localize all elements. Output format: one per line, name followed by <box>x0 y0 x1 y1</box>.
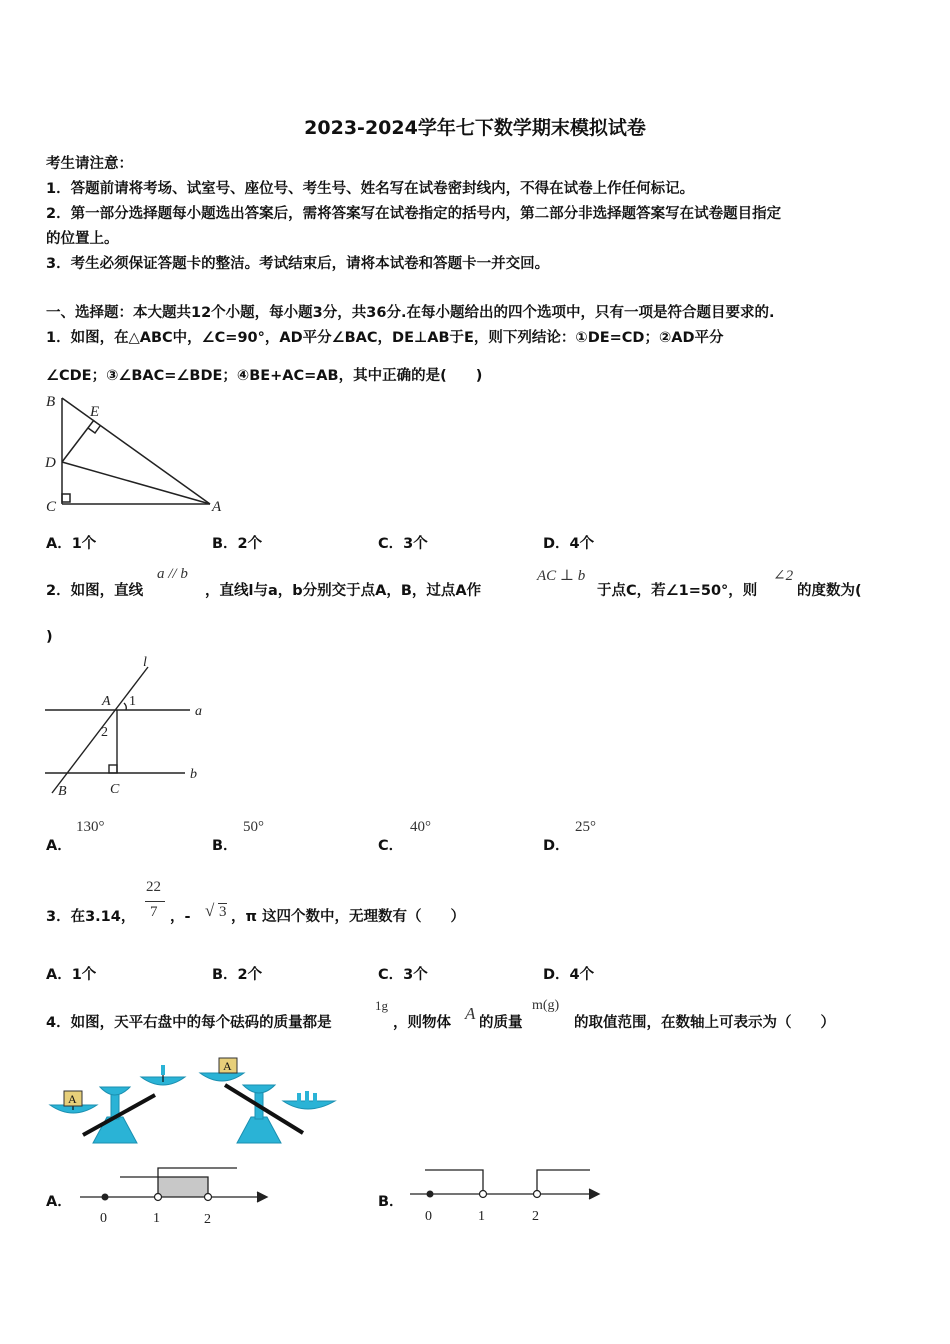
svg-text:A: A <box>223 1059 232 1073</box>
q4-text-part2: ，则物体 <box>393 1015 451 1031</box>
q2-option-c[interactable]: C． <box>378 838 404 854</box>
q1-fig-label-b: B <box>46 394 56 410</box>
q2-fig-label-c-point: C <box>110 782 120 797</box>
q3-fraction-numerator: 22 <box>146 879 161 895</box>
q2-fig-label-a-line: a <box>195 704 202 719</box>
q2-text-part2: ，直线l与a，b分别交于点A，B，过点A作 <box>205 583 482 599</box>
q4-option-a[interactable]: A． <box>46 1194 72 1210</box>
q3-option-b[interactable]: B．2个 <box>212 967 263 983</box>
q2-fig-label-l: l <box>143 655 147 670</box>
q2-math-a-parallel-b: a // b <box>157 566 188 582</box>
q3-option-a[interactable]: A．1个 <box>46 967 97 983</box>
q1-text-line2: ∠CDE；③∠BAC=∠BDE；④BE+AC=AB，其中正确的是( ) <box>46 368 483 384</box>
notice-item-2a: 2．第一部分选择题每小题选出答案后，需将答案写在试卷指定的括号内，第二部分非选择题答案写在试卷题目指定 <box>46 206 782 222</box>
q3-fraction-denominator: 7 <box>150 904 158 920</box>
notice-item-2b: 的位置上。 <box>46 231 119 247</box>
q2-option-d[interactable]: D． <box>543 838 570 854</box>
q3-fraction-bar <box>145 901 165 902</box>
q4-math-1g: 1g <box>375 998 388 1013</box>
q4-text-part4: 的取值范围，在数轴上可表示为（ ） <box>574 1015 835 1031</box>
q3-option-c[interactable]: C．3个 <box>378 967 428 983</box>
notice-item-3: 3．考生必须保证答题卡的整洁。考试结束后，请将本试卷和答题卡一并交回。 <box>46 256 550 272</box>
q2-fig-label-b-point: B <box>58 784 67 799</box>
q3-option-d[interactable]: D．4个 <box>543 967 595 983</box>
q2-text-close: ) <box>46 629 53 645</box>
q2-parallel-lines-figure <box>40 655 220 805</box>
svg-text:2: 2 <box>204 1212 211 1227</box>
notice-heading: 考生请注意： <box>46 156 133 172</box>
svg-text:0: 0 <box>425 1209 432 1224</box>
q4-balance-scales-figure <box>45 1055 340 1145</box>
q2-option-a-value: 130° <box>76 819 105 835</box>
q2-math-angle2: ∠2 <box>773 568 794 584</box>
q2-option-b[interactable]: B． <box>212 838 238 854</box>
q2-option-a[interactable]: A． <box>46 838 72 854</box>
notice-item-1: 1．答题前请将考场、试室号、座位号、考生号、姓名写在试卷密封线内，不得在试卷上作任何标记。 <box>46 181 695 197</box>
svg-text:1: 1 <box>153 1211 160 1226</box>
q2-option-d-value: 25° <box>575 819 596 835</box>
q2-text-part4: 的度数为( <box>797 583 862 599</box>
q2-fig-label-a-point: A <box>102 694 111 709</box>
q2-fig-label-1: 1 <box>129 694 136 709</box>
q3-sqrt-symbol: √ <box>205 901 215 920</box>
page-title: 2023-2024学年七下数学期末模拟试卷 <box>304 117 646 139</box>
q3-text-part2: ，- <box>170 909 191 925</box>
q2-option-b-value: 50° <box>243 819 264 835</box>
q2-text-part3: 于点C，若∠1=50°，则 <box>597 583 758 599</box>
q2-option-c-value: 40° <box>410 819 431 835</box>
svg-text:1: 1 <box>478 1209 485 1224</box>
q1-option-c[interactable]: C．3个 <box>378 536 428 552</box>
left-balance-scale <box>50 1077 185 1143</box>
q3-text-part1: 3．在3.14， <box>46 909 136 925</box>
q4-option-a-number-line <box>75 1160 280 1230</box>
q4-text-part3: 的质量 <box>479 1015 523 1031</box>
q4-text-part1: 4．如图，天平右盘中的每个砝码的质量都是 <box>46 1015 332 1031</box>
q4-option-b-number-line <box>405 1160 610 1230</box>
section-heading: 一、选择题：本大题共12个小题，每小题3分，共36分.在每小题给出的四个选项中，只有一项是符合题目要求的. <box>46 305 775 321</box>
q4-option-b[interactable]: B． <box>378 1194 404 1210</box>
q2-math-ac-perp-b: AC ⊥ b <box>537 568 586 584</box>
q1-fig-label-c: C <box>46 499 57 515</box>
q2-fig-label-2: 2 <box>101 725 108 740</box>
right-scale-object-a <box>219 1058 237 1073</box>
q4-math-a: A <box>465 1004 476 1023</box>
q1-option-b[interactable]: B．2个 <box>212 536 263 552</box>
left-scale-object-a <box>64 1091 82 1106</box>
q1-fig-label-a: A <box>212 499 222 515</box>
q1-option-d[interactable]: D．4个 <box>543 536 595 552</box>
svg-text:2: 2 <box>532 1209 539 1224</box>
right-balance-scale <box>200 1073 335 1143</box>
q1-option-a[interactable]: A．1个 <box>46 536 97 552</box>
q1-triangle-figure <box>40 390 240 520</box>
q1-text-line1: 1．如图，在△ABC中，∠C=90°，AD平分∠BAC，DE⊥AB于E，则下列结论：①DE=CD；②AD平分 <box>46 330 724 346</box>
q4-math-mg: m(g) <box>532 998 560 1013</box>
q2-text-part1: 2．如图，直线 <box>46 583 144 599</box>
q2-fig-label-b-line: b <box>190 767 197 782</box>
svg-text:A: A <box>68 1092 77 1106</box>
q3-text-part3: ，π 这四个数中，无理数有（ ） <box>231 909 466 925</box>
q1-fig-label-d: D <box>45 455 56 471</box>
q1-fig-label-e: E <box>90 404 100 420</box>
svg-text:0: 0 <box>100 1211 107 1226</box>
q3-sqrt-value: 3 <box>219 904 227 920</box>
